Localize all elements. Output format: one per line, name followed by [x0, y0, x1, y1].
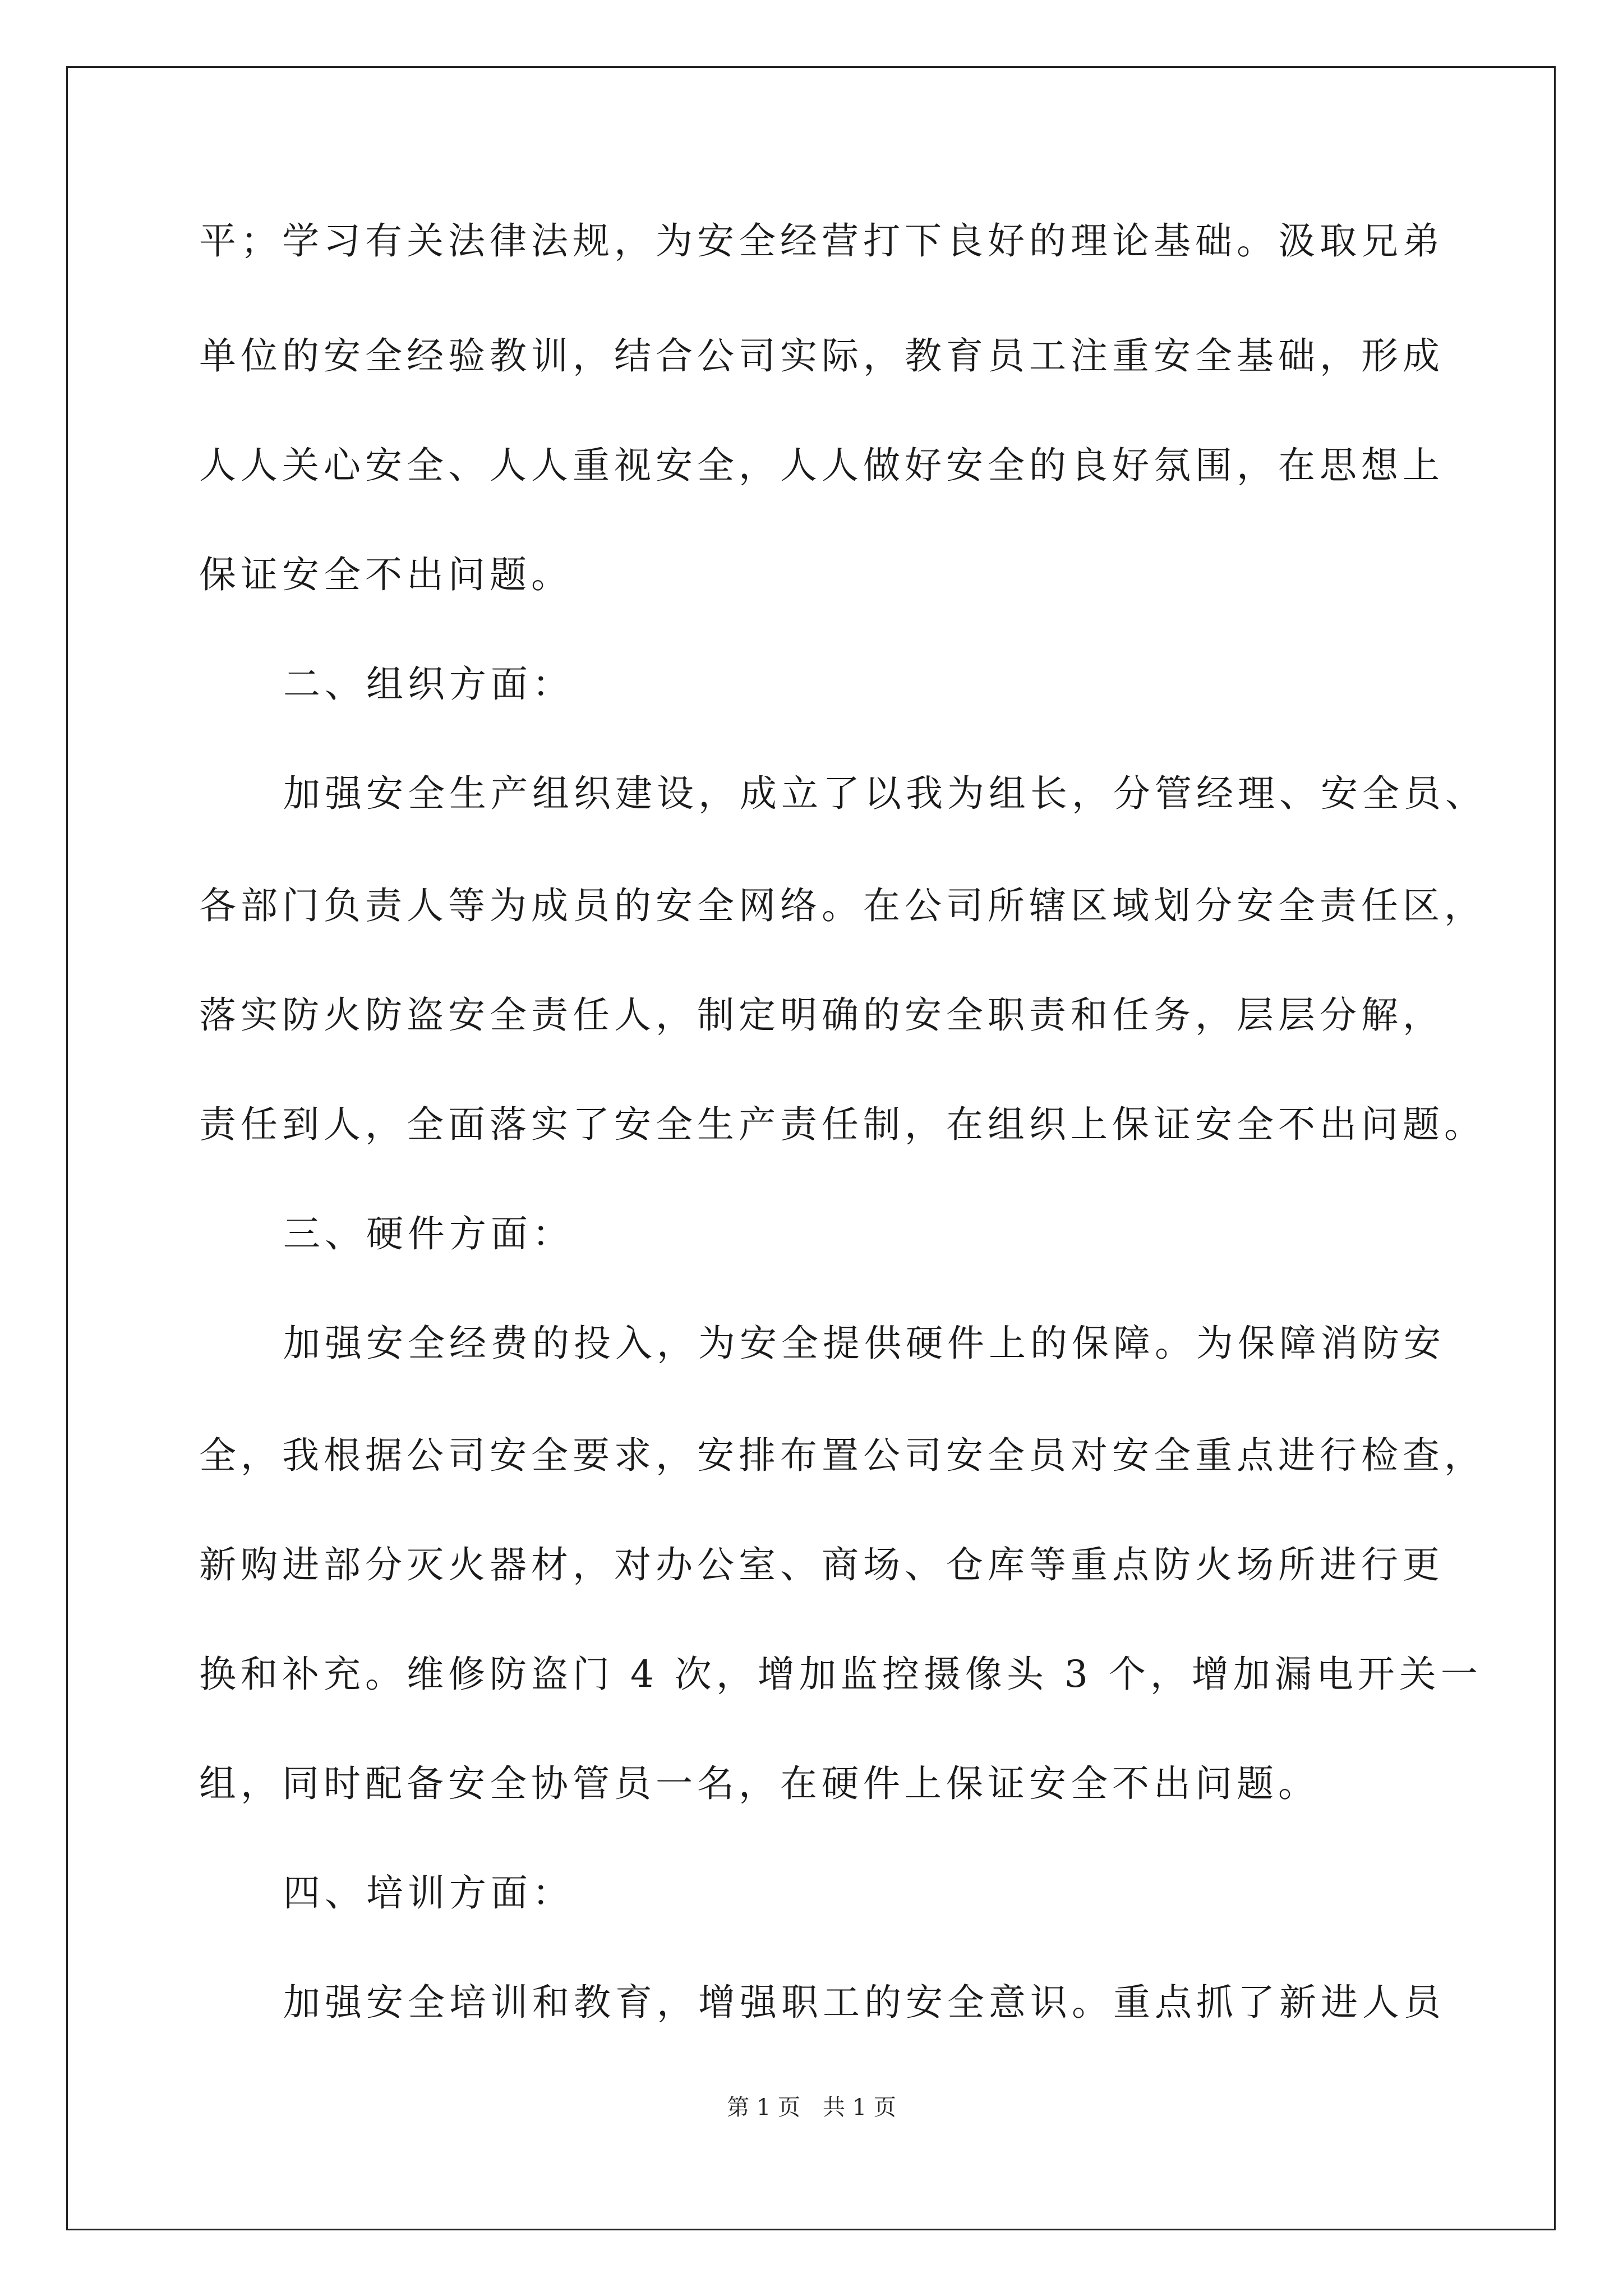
text-line: 责任到人，全面落实了安全生产责任制，在组织上保证安全不出问题。: [199, 1103, 1486, 1146]
text-line: 新购进部分灭火器材，对办公室、商场、仓库等重点防火场所进行更: [199, 1543, 1444, 1586]
text-line: 保证安全不出问题。: [199, 553, 573, 596]
text-line: 全，我根据公司安全要求，安排布置公司安全员对安全重点进行检查，: [199, 1434, 1486, 1477]
text-line: 换和补充。维修防盗门 4 次，增加监控摄像头 3 个，增加漏电开关一: [199, 1653, 1482, 1696]
text-line: 落实防火防盗安全责任人，制定明确的安全职责和任务，层层分解，: [199, 993, 1444, 1037]
text-line: 人人关心安全、人人重视安全，人人做好安全的良好氛围，在思想上: [199, 444, 1444, 487]
text-line: 组，同时配备安全协管员一名，在硬件上保证安全不出问题。: [199, 1762, 1320, 1805]
section-heading-hardware: 三、硬件方面：: [283, 1212, 574, 1255]
text-line: 单位的安全经验教训，结合公司实际，教育员工注重安全基础，形成: [199, 334, 1444, 378]
text-line: 加强安全培训和教育，增强职工的安全意识。重点抓了新进人员: [283, 1981, 1445, 2024]
page-number-total: 共 1 页: [823, 2095, 896, 2120]
section-heading-training: 四、培训方面：: [283, 1871, 574, 1915]
section-heading-organization: 二、组织方面：: [283, 662, 574, 706]
text-line: 平；学习有关法律法规，为安全经营打下良好的理论基础。汲取兄弟: [199, 219, 1444, 263]
page-number-current: 第 1 页: [727, 2095, 800, 2120]
text-line: 加强安全生产组织建设，成立了以我为组长，分管经理、安全员、: [283, 772, 1487, 815]
page-footer: [0, 2093, 1623, 2122]
text-line: 加强安全经费的投入，为安全提供硬件上的保障。为保障消防安: [283, 1322, 1445, 1365]
text-line: 各部门负责人等为成员的安全网络。在公司所辖区域划分安全责任区，: [199, 884, 1486, 927]
